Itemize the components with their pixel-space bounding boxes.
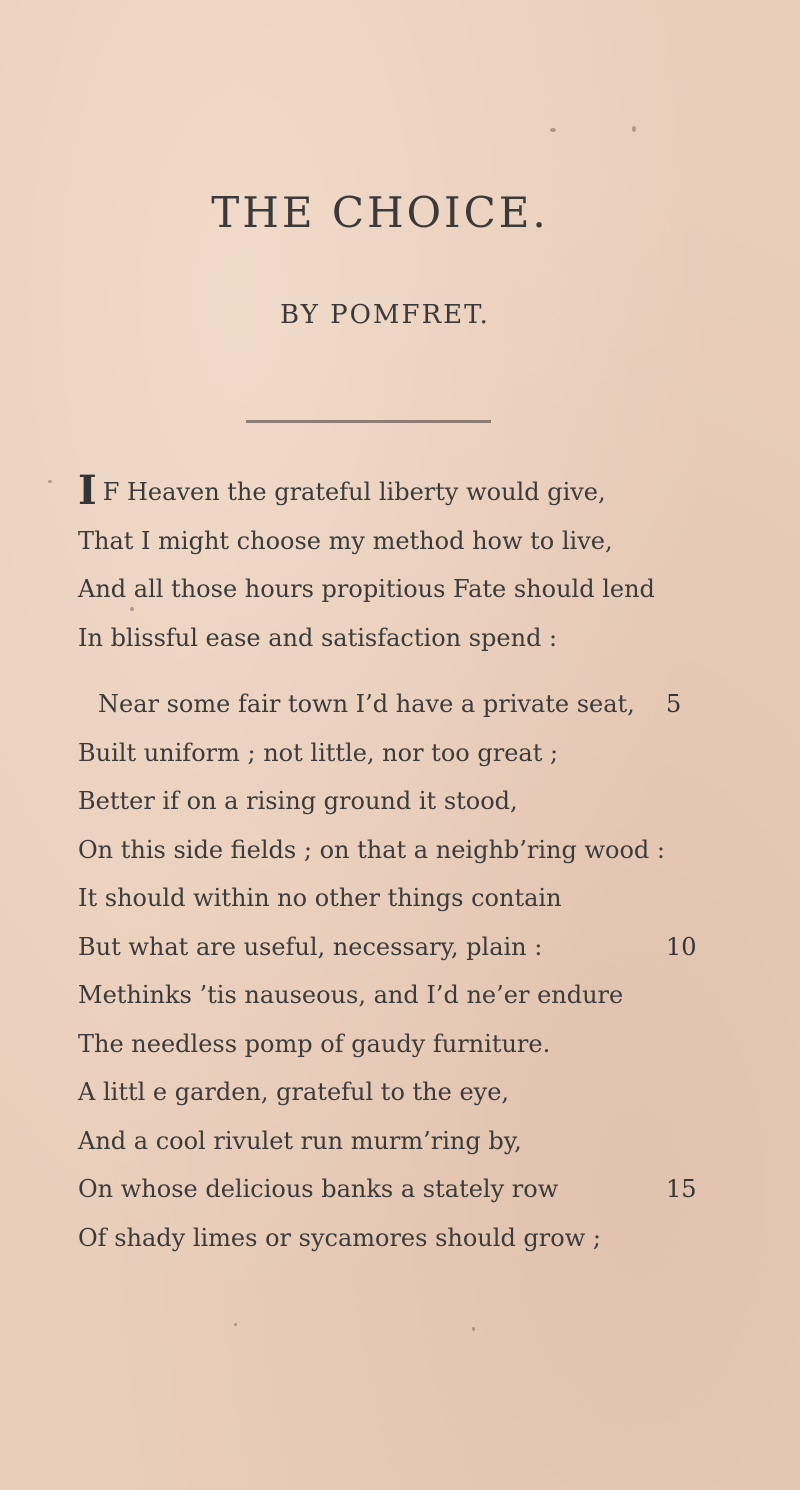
poem-line-text: And all those hours propitious Fate should lend	[78, 575, 655, 603]
poem-line-text: Methinks ’tis nauseous, and I’d ne’er endure	[78, 981, 624, 1009]
poem-line	[78, 565, 718, 614]
poem-line-text: In blissful ease and satisfaction spend :	[78, 623, 558, 652]
poem-line-text: That I might choose my method how to live,	[78, 526, 613, 555]
poem-line-text: It should within no other things contain	[78, 884, 562, 912]
poem-line-text: On this side fields ; on that a neighb’ring wood :	[78, 835, 666, 864]
poem-line-text: On whose delicious banks a stately row	[78, 1175, 559, 1203]
poem-line	[78, 777, 718, 826]
poem-line	[78, 729, 718, 778]
poem-line-text: A littl e garden, grateful to the eye,	[78, 1078, 510, 1106]
poem-line	[78, 1165, 718, 1214]
paper-speck	[48, 480, 52, 483]
poem-line	[78, 680, 718, 729]
poem-line	[78, 971, 718, 1020]
poem-line-text: And a cool rivulet run murm’ring by,	[78, 1126, 522, 1155]
poem-line	[78, 923, 718, 972]
poem-line	[78, 1068, 718, 1117]
poem-line-text: F Heaven the grateful liberty would give,	[102, 478, 606, 506]
stanza-1	[78, 468, 718, 662]
stanza-2	[78, 680, 718, 1262]
paper-speck	[472, 1327, 475, 1331]
poem-line	[78, 614, 718, 663]
paper-speck	[550, 128, 556, 132]
poem-line	[78, 1020, 718, 1069]
paper-speck	[632, 126, 636, 132]
poem-line-text: Near some fair town I’d have a private seat,	[98, 690, 635, 718]
poem-title: THE CHOICE.	[211, 188, 549, 237]
poem-line-text: The needless pomp of gaudy furniture.	[78, 1029, 551, 1058]
poem-line	[78, 874, 718, 923]
line-number: 5	[666, 690, 682, 718]
poem-line-text: Built uniform ; not little, nor too great ;	[78, 738, 559, 767]
poem-line-text: But what are useful, necessary, plain :	[78, 932, 543, 961]
poem-line	[78, 1117, 718, 1166]
paper-speck	[234, 1323, 237, 1326]
line-number: 15	[666, 1175, 697, 1203]
poem-line-text: Of shady limes or sycamores should grow ;	[78, 1223, 601, 1252]
drop-cap: I	[78, 467, 97, 514]
poem-line	[78, 826, 718, 875]
poem-line	[78, 1214, 718, 1263]
line-number: 10	[666, 932, 697, 961]
section-divider	[246, 420, 491, 423]
poem-line-text: Better if on a rising ground it stood,	[78, 787, 518, 815]
poem-line	[78, 468, 718, 517]
poem-line	[78, 517, 718, 566]
poem-byline: BY POMFRET.	[280, 300, 490, 330]
